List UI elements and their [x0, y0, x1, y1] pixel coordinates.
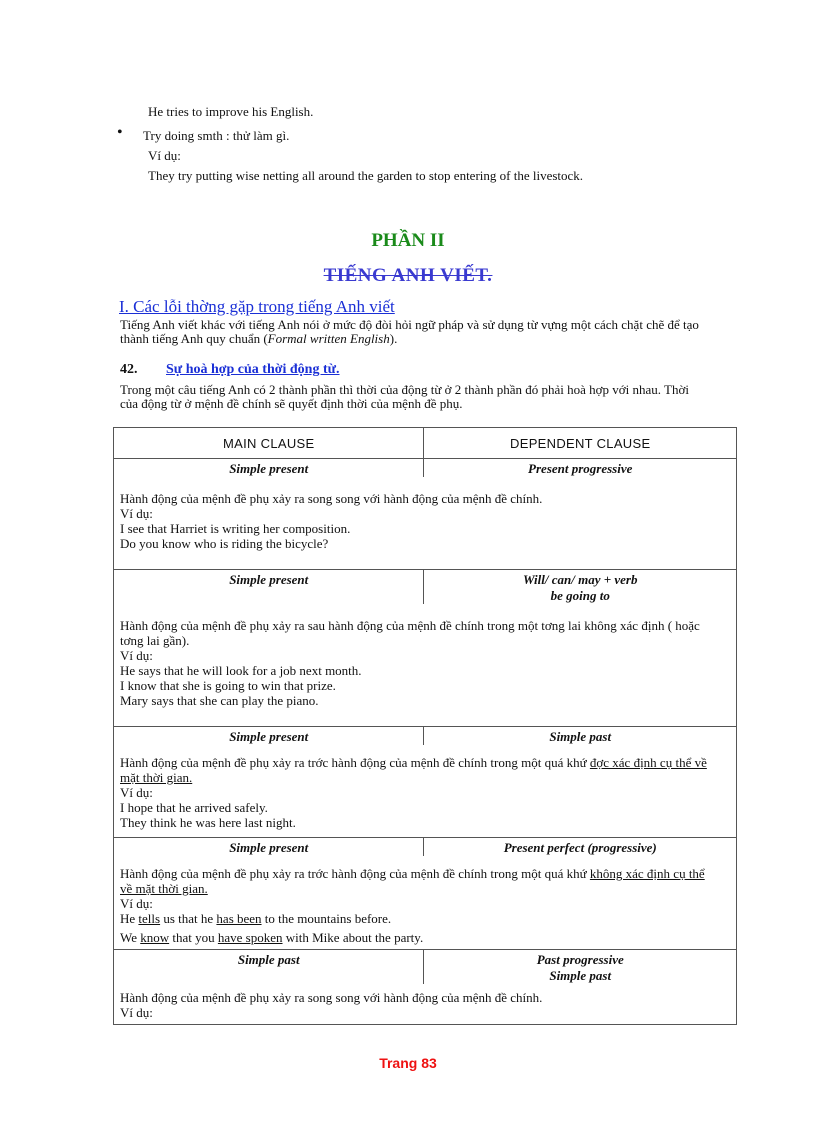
tense-agreement-table: [113, 427, 737, 1025]
table-row: [114, 570, 737, 605]
section-number: 42.: [120, 362, 138, 377]
table-row: [114, 838, 737, 857]
table-header-row: [114, 428, 737, 459]
intro-line: He tries to improve his English.: [148, 104, 314, 119]
table-row: [114, 950, 737, 985]
dependent-clause-label: Present perfect (progressive): [424, 838, 737, 857]
dependent-clause-label: Simple past: [424, 727, 737, 746]
row-description: Hành động của mệnh đề phụ xảy ra sau hành động của mệnh đề chính trong một tơng lai không xác định ( hoặc tơng lai gần). Ví dụ: He says that he will look for a job next month. I know that she is going to win that prize. Mary says that she can play the piano.: [114, 604, 737, 727]
row-description: Hành động của mệnh đề phụ xảy ra song song với hành động của mệnh đề chính. Ví dụ:: [114, 984, 737, 1025]
main-clause-label: Simple present: [114, 459, 424, 478]
bullet-text: Try doing smth : thử làm gì.: [143, 128, 290, 143]
dependent-clause-label: Will/ can/ may + verb be going to: [424, 570, 737, 605]
header-dependent-clause: DEPENDENT CLAUSE: [424, 428, 737, 459]
section42-paragraph: Trong một câu tiếng Anh có 2 thành phần thì thời của động từ ở 2 thành phần đó phải hoà hợp với nhau. Thời của động từ ở mệnh đề chính sẽ quyết định thời của mệnh đề phụ.: [120, 382, 689, 411]
main-clause-label: Simple present: [114, 727, 424, 746]
table-row: [114, 477, 737, 570]
row-description: Hành động của mệnh đề phụ xảy ra song song với hành động của mệnh đề chính. Ví dụ: I see that Harriet is writing her composition. Do you know who is riding the bicycle?: [114, 477, 737, 570]
section-title[interactable]: Sự hoà hợp của thời động từ.: [166, 362, 340, 377]
row-description: Hành động của mệnh đề phụ xảy ra trớc hành động của mệnh đề chính trong một quá khứ đợc xác định cụ thể về mặt thời gian. Ví dụ: I hope that he arrived safely. They think he was here last night.: [114, 745, 737, 838]
bullet-icon: •: [117, 124, 123, 141]
part-subtitle: TIẾNG ANH VIẾT.: [323, 265, 493, 286]
example-label: Ví dụ:: [148, 148, 181, 163]
main-clause-label: Simple present: [114, 570, 424, 605]
section-paragraph: Tiếng Anh viết khác với tiếng Anh nói ở mức độ đòi hỏi ngữ pháp và sử dụng từ vựng một cách chặt chẽ để tạo thành tiếng Anh quy chuẩn (Formal written English).: [120, 317, 699, 346]
section-heading[interactable]: I. Các lỗi thờng gặp trong tiếng Anh viết: [119, 297, 395, 316]
dependent-clause-label: Past progressive Simple past: [424, 950, 737, 985]
page-number: Trang 83: [379, 1055, 437, 1071]
table-row: [114, 856, 737, 950]
main-clause-label: Simple past: [114, 950, 424, 985]
table-row: [114, 459, 737, 478]
example-text: They try putting wise netting all around the garden to stop entering of the livestock.: [148, 168, 584, 183]
dependent-clause-label: Present progressive: [424, 459, 737, 478]
table-row: [114, 727, 737, 746]
table-row: [114, 984, 737, 1025]
row-description: Hành động của mệnh đề phụ xảy ra trớc hành động của mệnh đề chính trong một quá khứ không xác định cụ thể về mặt thời gian. Ví dụ: He tells us that he has been to the mountains before. We know that you have spoken with Mike about the party.: [114, 856, 737, 950]
main-clause-label: Simple present: [114, 838, 424, 857]
table-row: [114, 745, 737, 838]
table-row: [114, 604, 737, 727]
header-main-clause: MAIN CLAUSE: [114, 428, 424, 459]
part-title: PHẦN II: [371, 230, 445, 251]
